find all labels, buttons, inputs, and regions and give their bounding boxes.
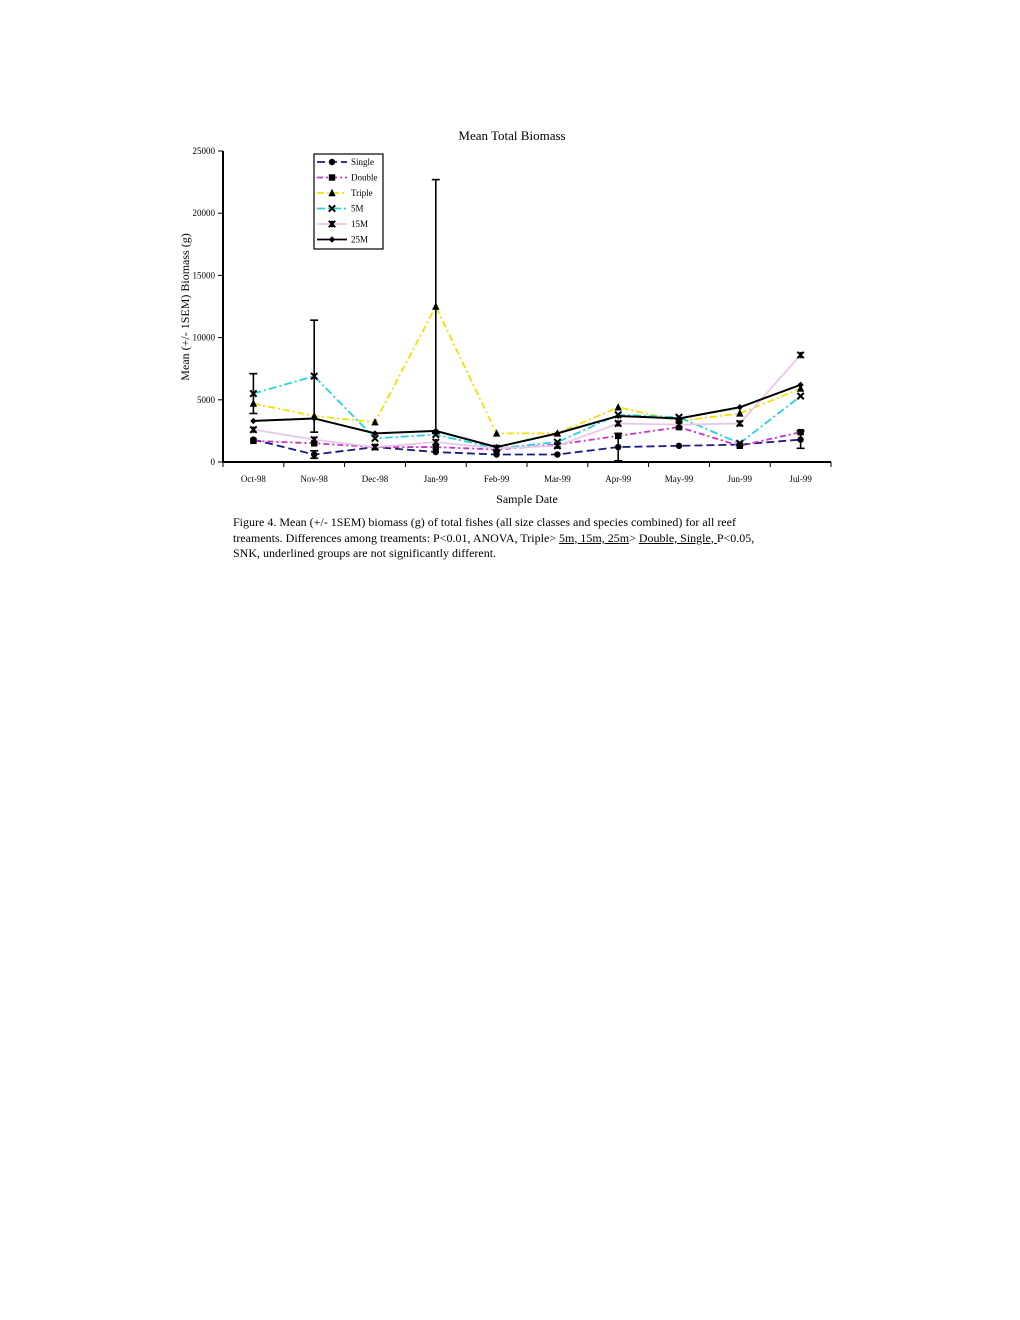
biomass-chart xyxy=(0,0,1020,600)
x-tick-label: Jun-99 xyxy=(727,474,753,484)
x-tick-label: Feb-99 xyxy=(483,474,510,484)
caption-line-2-text: treaments. Differences among treaments: P<0.01, ANOVA, Triple> xyxy=(233,530,560,545)
y-tick-label: 10000 xyxy=(192,332,215,343)
legend-label-single: Single xyxy=(351,157,375,167)
figure-caption xyxy=(233,515,793,562)
data-point-triple xyxy=(432,302,439,309)
data-point-triple xyxy=(493,429,500,436)
y-tick-label: 0 xyxy=(210,457,215,467)
series-double xyxy=(250,424,804,453)
legend-marker-single xyxy=(329,159,335,165)
x-tick-label: Dec-98 xyxy=(361,474,389,484)
series-5m xyxy=(249,320,803,451)
legend-box xyxy=(314,154,383,249)
legend-label-5m: 5M xyxy=(351,203,364,214)
x-tick-label: Apr-99 xyxy=(605,474,632,484)
legend-label-15m: 15M xyxy=(351,219,369,229)
data-point-single xyxy=(797,436,803,442)
x-tick-label: May-99 xyxy=(664,474,694,484)
x-axis-label: Sample Date xyxy=(496,492,558,506)
data-point-single xyxy=(676,443,682,449)
data-point-25m xyxy=(250,418,256,424)
legend-label-triple: Triple xyxy=(351,188,373,198)
legend-marker-double xyxy=(329,174,335,180)
data-point-single xyxy=(615,444,621,450)
caption-line-3: SNK, underlined groups are not significantly different. xyxy=(233,546,497,561)
caption-separator: > xyxy=(629,530,639,545)
series-line-15m xyxy=(253,355,800,448)
data-point-double xyxy=(250,438,256,444)
data-point-double xyxy=(797,429,803,435)
caption-line-1: Figure 4. Mean (+/- 1SEM) biomass (g) of total fishes (all size classes and species combined) for all reef xyxy=(233,515,736,529)
data-point-single xyxy=(311,451,317,457)
data-point-single xyxy=(554,451,560,457)
series-line-triple xyxy=(253,307,800,434)
series-line-25m xyxy=(253,385,800,447)
x-tick-label: Mar-99 xyxy=(543,474,571,484)
chart-title: Mean Total Biomass xyxy=(458,128,566,143)
data-point-25m xyxy=(797,382,803,388)
y-tick-label: 5000 xyxy=(197,394,215,405)
caption-line-2 xyxy=(233,531,793,547)
series-line-5m xyxy=(253,376,800,448)
legend-label-double: Double xyxy=(351,172,378,183)
data-point-25m xyxy=(737,404,743,410)
data-point-triple xyxy=(615,403,622,410)
y-tick-label: 20000 xyxy=(192,208,215,219)
x-tick-label: Nov-98 xyxy=(300,474,328,484)
legend xyxy=(314,154,383,249)
y-axis-label: Mean (+/- 1SEM) Biomass (g) xyxy=(178,233,192,381)
x-tick-label: Oct-98 xyxy=(240,474,266,484)
data-point-double xyxy=(615,433,621,439)
caption-line-2-end: P<0.05, xyxy=(716,530,755,545)
series-15m xyxy=(250,352,804,452)
x-tick-label: Jan-99 xyxy=(423,474,448,484)
data-point-15m xyxy=(797,352,803,358)
y-tick-label: 25000 xyxy=(192,146,215,156)
y-tick-label: 15000 xyxy=(192,270,215,281)
caption-group-underlined-2: Double, Single, xyxy=(638,530,717,545)
caption-group-underlined-1: 5m, 15m, 25m xyxy=(559,530,630,545)
legend-label-25m: 25M xyxy=(351,234,369,245)
data-point-5m xyxy=(797,393,803,399)
x-tick-label: Jul-99 xyxy=(789,474,812,484)
